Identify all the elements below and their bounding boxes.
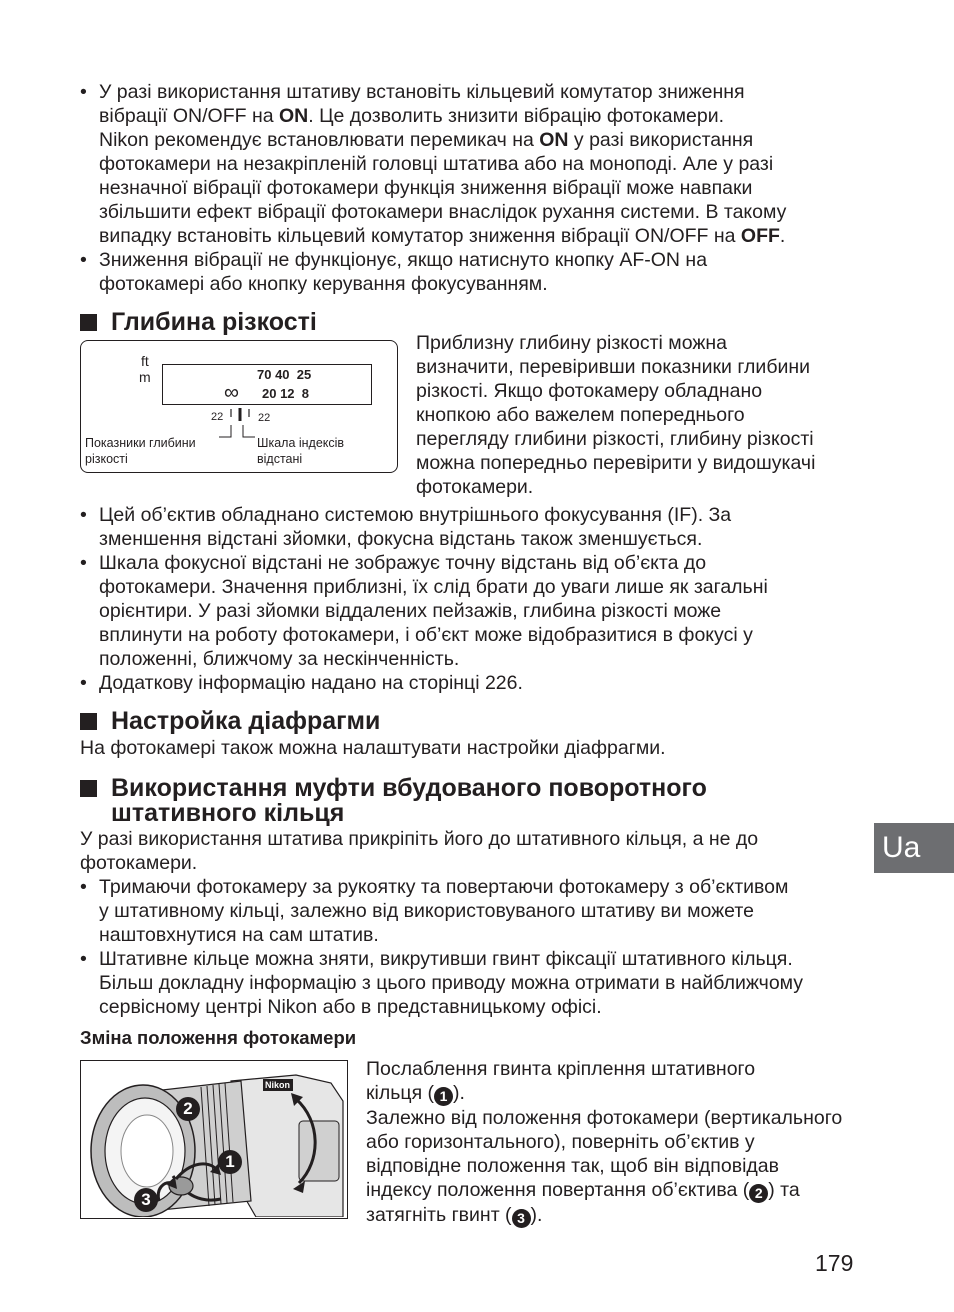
list-item: • У разі використання штативу встановіть кільцевий комутатор зниження вібрації ON/OFF на ON. Це дозволить знизити вібрацію фотокамери. Nikon рекомендує встановлювати перемикач на ON у разі використання фотокамери на незакріпленій головці штатива або на моноподі. Але у разі незначної вібрації фотокамери функція зниження вібрації може навпаки збільшити ефект вібрації фотокамери внаслідок рухання системи. В такому випадку встановіть кільцевий комутатор зниження вібрації ON/OFF на OFF. [80,80,786,248]
square-bullet-icon [80,780,97,797]
brand-logo: Nikon [265,1080,291,1090]
step-marker-1: 1 [434,1087,453,1106]
subsection-heading-camera-position: Зміна положення фотокамери [80,1027,357,1048]
ft-scale: 70 40 25 [257,367,312,382]
infinity-mark: ∞ [224,381,239,404]
page-number: 179 [815,1250,854,1276]
depth-of-field-diagram [80,340,398,473]
section-heading-tripod: Використання муфти вбудованого поворотного штативного кільця [80,776,707,826]
tripod-bullet-list [80,875,803,1019]
square-bullet-icon [80,713,97,730]
tripod-collar-figure [80,1060,348,1219]
dof-mark-right: 22 [258,412,271,424]
list-item: • Цей об’єктив обладнано системою внутрішнього фокусування (IF). За зменшення відстані зйомки, фокусна відстань також зменшується. [80,503,768,551]
language-tab: Ua [874,823,954,873]
distance-index-label: Шкала індексів відстані [257,436,345,466]
callout-1: 1 [218,1150,242,1174]
step-marker-2: 2 [749,1184,768,1203]
camera-position-steps: Послаблення гвинта кріплення штативного кільця ( 1 ). Залежно від положення фотокамери (вертикального або горизонтального), поверніть об’єктив у відповідне положення так, щоб він відповідав індексу положення повертання об’єктива ( 2 ) та затягніть гвинт ( 3 ). [366,1058,843,1226]
square-bullet-icon [80,314,97,331]
dof-mark-left: 22 [211,411,224,423]
depth-paragraph: Приблизну глибину різкості можна визначити, перевіривши показники глибини різкості. Якщо фотокамеру обладнано кнопкою або важелем попереднього перегляду глибини різкості, глибину різкості можна попередньо перевірити у видошукачі фотокамери. [416,332,816,498]
unit-ft: ft [141,353,149,369]
section-heading-depth: Глибина різкості [80,310,317,335]
callout-3: 3 [134,1188,158,1212]
section-heading-aperture: Настройка діафрагми [80,709,380,734]
camera-lens-illustration [81,1061,346,1217]
list-item: • Штативне кільце можна зняти, викрутивши гвинт фіксації штативного кільця. Більш докладну інформацію з цього приводу можна отримати в найближчому сервісному центрі Nikon або в представницькому офісі. [80,947,803,1019]
list-item: • Зниження вібрації не функціонує, якщо натиснуто кнопку AF-ON на фотокамері або кнопку керування фокусуванням. [80,248,786,296]
tripod-intro: У разі використання штатива прикріпіть його до штативного кільця, а не до фотокамери. [80,828,759,874]
distance-index-icon [227,407,257,423]
unit-m: m [139,369,151,385]
aperture-text: На фотокамері також можна налаштувати настройки діафрагми. [80,737,666,759]
intro-bullet-list [80,80,786,296]
list-item: • Тримаючи фотокамеру за рукоятку та повертаючи фотокамеру з об’єктивом у штативному кільці, залежно від використовуваного штативу ви можете наштовхнутися на сам штатив. [80,875,803,947]
m-scale: 20 12 8 [262,386,309,401]
step-marker-3: 3 [512,1209,531,1228]
list-item: • Додаткову інформацію надано на сторінці 226. [80,671,768,695]
list-item: • Шкала фокусної відстані не зображує точну відстань від об’єкта до фотокамери. Значення приблизні, їх слід брати до уваги лише як загальні орієнтири. У разі зйомки віддалених пейзажів, глибина різкості може вплинути на роботу фотокамери, і об’єкт може відобразитися в фокусі у положенні, ближчому за нескінченність. [80,551,768,671]
depth-bullet-list [80,503,768,695]
callout-2: 2 [176,1097,200,1121]
dof-indicators-label: Показники глибини різкості [85,436,196,466]
